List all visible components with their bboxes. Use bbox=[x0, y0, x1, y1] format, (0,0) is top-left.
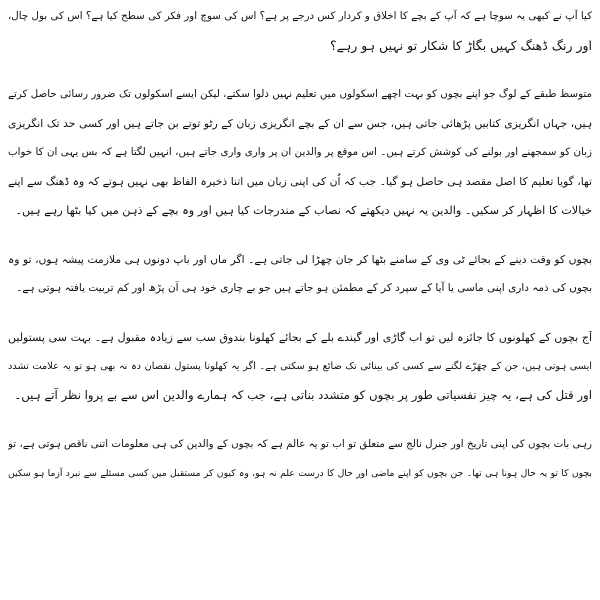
article-paragraph bbox=[8, 245, 592, 303]
text-line: بچوں کا تو یہ حال ہونا ہی تھا۔ جن بچوں کو اپنے ماضی اور حال کا درست علم نہ ہو، وہ کیوں کر مستقبل میں کسی مسئلے سے نبرد آزما ہو سکیں bbox=[8, 468, 592, 479]
text-line: خیالات کا اظہار کر سکیں۔ والدین یہ نہیں دیکھتے کہ نصاب کے مندرجات کیا ہیں اور وہ بچے کے ذہن میں کیا بٹھا رہے ہیں۔ bbox=[15, 204, 592, 217]
text-line: ایسی ہوتی ہیں، جن کے چھَرّے لگنے سے کسی کی بینائی تک ضائع ہو سکتی ہے۔ اگر یہ کھلونا پستول نقصان دہ نہ بھی ہو تو یہ علامت تشدد bbox=[8, 361, 592, 372]
article-paragraph bbox=[8, 323, 592, 410]
text-line: تھا، گویا تعلیم کا اصل مقصد ہی حاصل ہو گیا۔ جب کہ اُن کی اپنی زبان میں اتنا ذخیرہ الفاظ بھی نہیں ہوتے کہ وہ ڈھنگ سے اپنے bbox=[8, 175, 592, 188]
text-line: آج بچوں کے کھلونوں کا جائزہ لیں تو اب گاڑی اور گیندے بلے کے بجائے کھلونا بندوق سب سے زیادہ مقبول ہے۔ بہت سی پستولیں bbox=[8, 331, 592, 344]
article-paragraph bbox=[8, 2, 592, 60]
text-line: کیا آپ نے کبھی یہ سوچا ہے کہ آپ کے بچے کا اخلاق و کردار کس درجے پر ہے؟ اس کی سوچ اور فکر کی سطح کیا ہے؟ اس کی بول چال، bbox=[8, 10, 592, 22]
text-line: اور قتل کی ہے، یہ چیز نفسیاتی طور پر بچوں کو متشدد بناتی ہے، جب کہ ہمارے والدین اس سے بے پروا نظر آتے ہیں۔ bbox=[14, 388, 592, 402]
text-line: بچوں کی ذمہ داری اپنی ماسی یا آیا کے سپرد کر کے مطمئن ہو جاتے ہیں جو بے چاری خود ہی اَن پڑھ اور کم تربیت یافتہ ہوتی ہے۔ bbox=[16, 282, 592, 294]
text-line: زبان کو سمجھنے اور بولنے کی کوشش کرتے ہیں۔ اس موقع پر والدین ان پر واری واری جاتے ہیں، انہیں لگتا ہے کہ بس یہی ان کا خواب bbox=[8, 146, 592, 158]
article-paragraph bbox=[8, 430, 592, 488]
article-paragraph bbox=[8, 80, 592, 225]
text-line: متوسط طبقے کے لوگ جو اپنے بچوں کو بہت اچھے اسکولوں میں تعلیم نہیں دلوا سکتے، لیکن ایسے اسکولوں تک ضرور رسائی حاصل کرتے bbox=[8, 88, 592, 100]
text-line: ہیں، جہاں انگریزی کتابیں پڑھائی جاتی ہیں، جس سے ان کے بچے انگریزی زبان کے رٹو توتے بن جاتے ہیں اور کسی حد تک انگریزی bbox=[8, 117, 592, 130]
text-line: اور رنگ ڈھنگ کہیں بگاڑ کا شکار تو نہیں ہو رہے؟ bbox=[330, 38, 592, 53]
text-line: رہی بات بچوں کی اپنی تاریخ اور جنرل نالج سے متعلق تو اب تو یہ عالم ہے کہ بچوں کے والدین کی ہی معلومات اتنی ناقص ہوتی ہے، تو bbox=[8, 438, 592, 450]
text-line: بچوں کو وقت دینے کے بجائے ٹی وی کے سامنے بٹھا کر جان چھڑا لی جاتی ہے۔ اگر ماں اور باپ دونوں ہی ملازمت پیشہ ہوں، تو وہ bbox=[8, 253, 592, 266]
